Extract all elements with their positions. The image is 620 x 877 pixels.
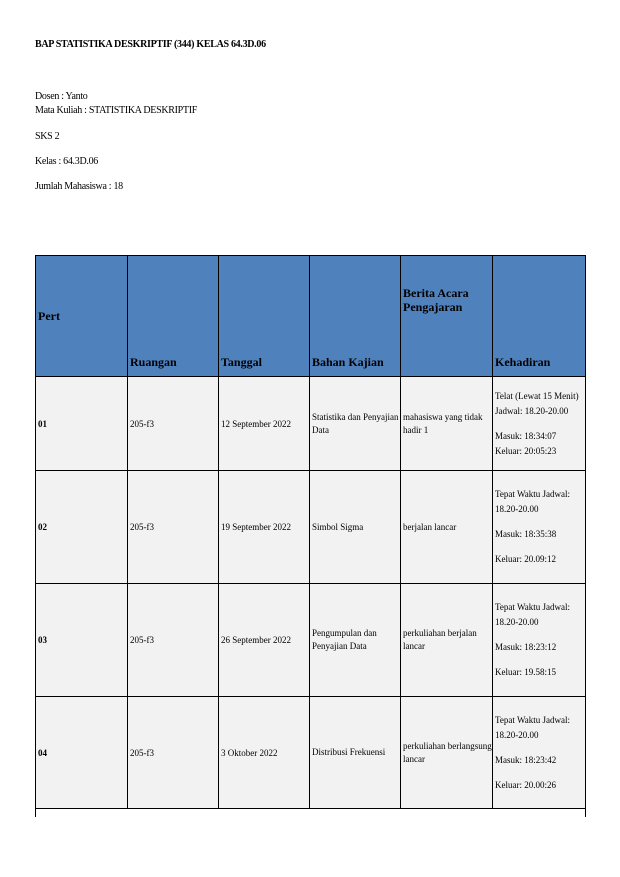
bap-table — [35, 255, 586, 809]
sks-line: SKS 2 — [35, 131, 60, 142]
kehadiran-status: Tepat Waktu Jadwal: 18.20-20.00 — [495, 714, 570, 740]
table-header-row — [36, 256, 586, 377]
cell-bahan-kajian: Simbol Sigma — [310, 471, 401, 584]
cell-ruangan: 205-f3 — [128, 471, 219, 584]
cell-tanggal: 26 September 2022 — [219, 584, 310, 697]
kehadiran-keluar: Keluar: 20.09:12 — [495, 554, 556, 564]
cell-kehadiran — [493, 584, 586, 697]
cell-pert: 03 — [36, 584, 128, 697]
cell-berita-acara: berjalan lancar — [401, 471, 493, 584]
cell-berita-acara: mahasiswa yang tidak hadir 1 — [401, 377, 493, 471]
cell-tanggal: 19 September 2022 — [219, 471, 310, 584]
table-row — [36, 471, 586, 584]
header-kehadiran: Kehadiran — [493, 256, 586, 377]
header-berita-acara: Berita Acara Pengajaran — [401, 256, 493, 377]
kehadiran-status: Tepat Waktu Jadwal: 18.20-20.00 — [495, 602, 570, 627]
jumlah-mahasiswa-line: Jumlah Mahasiswa : 18 — [35, 181, 123, 192]
cell-pert: 01 — [36, 377, 128, 471]
cell-ruangan: 205-f3 — [128, 697, 219, 809]
cell-bahan-kajian: Statistika dan Penyajian Data — [310, 377, 401, 471]
header-pert: Pert — [36, 256, 128, 377]
kehadiran-status: Tepat Waktu Jadwal: 18.20-20.00 — [495, 489, 570, 514]
dosen-line: Dosen : Yanto — [35, 91, 88, 102]
cell-berita-acara: perkuliahan berlangsung lancar — [401, 697, 493, 809]
cell-pert: 02 — [36, 471, 128, 584]
kehadiran-masuk: Masuk: 18:34:07 — [495, 430, 557, 441]
cell-bahan-kajian: Distribusi Frekuensi — [310, 697, 401, 809]
mata-kuliah-line: Mata Kuliah : STATISTIKA DESKRIPTIF — [35, 105, 198, 116]
kehadiran-masuk: Masuk: 18:23:12 — [495, 642, 557, 652]
kehadiran-keluar: Keluar: 20:05:23 — [495, 445, 557, 456]
cell-kehadiran — [493, 377, 586, 471]
kehadiran-masuk: Masuk: 18:23:42 — [495, 754, 557, 765]
cell-ruangan: 205-f3 — [128, 377, 219, 471]
header-ruangan: Ruangan — [128, 256, 219, 377]
table-continuation — [35, 809, 586, 817]
cell-kehadiran — [493, 471, 586, 584]
kelas-line: Kelas : 64.3D.06 — [35, 156, 98, 167]
table-row — [36, 584, 586, 697]
kehadiran-keluar: Keluar: 20.00:26 — [495, 779, 556, 790]
cell-ruangan: 205-f3 — [128, 584, 219, 697]
table-row — [36, 697, 586, 809]
kehadiran-keluar: Keluar: 19.58:15 — [495, 667, 556, 677]
header-bahan-kajian: Bahan Kajian — [310, 256, 401, 377]
kehadiran-masuk: Masuk: 18:35:38 — [495, 529, 557, 539]
cell-berita-acara: perkuliahan berjalan lancar — [401, 584, 493, 697]
cell-tanggal: 3 Oktober 2022 — [219, 697, 310, 809]
cell-pert: 04 — [36, 697, 128, 809]
cell-kehadiran — [493, 697, 586, 809]
table-row — [36, 377, 586, 471]
cell-tanggal: 12 September 2022 — [219, 377, 310, 471]
kehadiran-status: Telat (Lewat 15 Menit) Jadwal: 18.20-20.00 — [495, 390, 579, 416]
cell-bahan-kajian: Pengumpulan dan Penyajian Data — [310, 584, 401, 697]
document-title: BAP STATISTIKA DESKRIPTIF (344) KELAS 64.3D.06 — [35, 39, 266, 50]
header-tanggal: Tanggal — [219, 256, 310, 377]
